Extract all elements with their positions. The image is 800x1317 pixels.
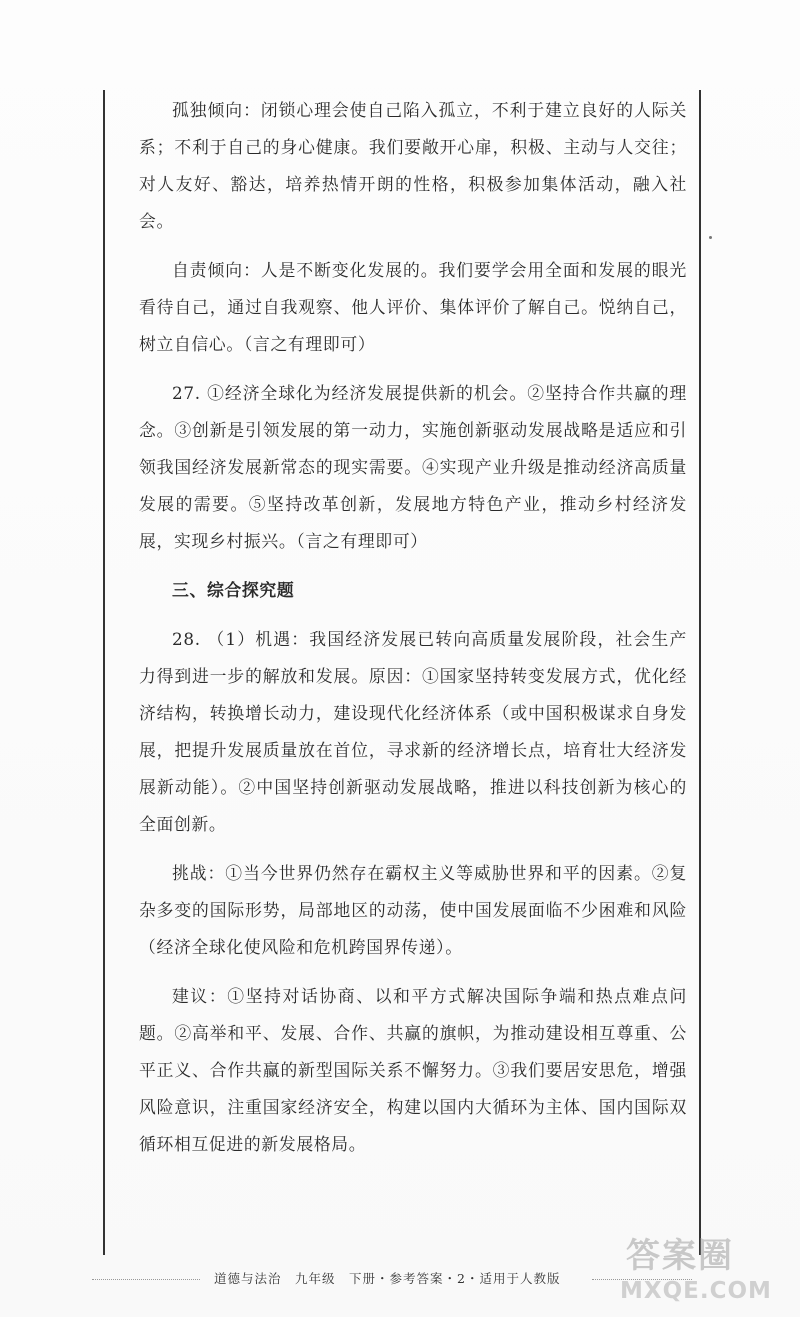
watermark-title: 答案圈: [626, 1236, 734, 1276]
watermark-logo: [608, 1228, 788, 1310]
paragraph-q27: 27. ①经济全球化为经济发展提供新的机会。②坚持合作共赢的理念。③创新是引领发展的第一动力，实施创新驱动发展战略是适应和引领我国经济发展新常态的现实需要。④实现产业升级是推动经济高质量发展的需要。⑤坚持改革创新，发展地方特色产业，推动乡村经济发展，实现乡村振兴。（言之有理即可）: [139, 383, 687, 551]
paragraph-loneliness: 孤独倾向：闭锁心理会使自己陷入孤立，不利于建立良好的人际关系；不利于自己的身心健康。我们要敞开心扉，积极、主动与人交往；对人友好、豁达，培养热情开朗的性格，积极参加集体活动，融入社会。: [139, 100, 687, 231]
paragraph-q28-opportunity: 28. （1）机遇：我国经济发展已转向高质量发展阶段，社会生产力得到进一步的解放和发展。原因：①国家坚持转变发展方式，优化经济结构，转换增长动力，建设现代化经济体系（或中国积极谋求自身发展，把提升发展质量放在首位，寻求新的经济增长点，培育壮大经济发展新动能）。②中国坚持创新驱动发展战略，推进以科技创新为核心的全面创新。: [139, 629, 687, 834]
watermark-url: MXQE.COM: [620, 1278, 772, 1304]
section-heading: 三、综合探究题: [172, 580, 295, 600]
right-margin-rule: [699, 90, 701, 1255]
scan-speck: [709, 236, 712, 239]
footer-dotted-line-left: [92, 1279, 200, 1280]
left-margin-rule: [103, 90, 105, 1255]
paragraph-self-blame: 自责倾向：人是不断变化发展的。我们要学会用全面和发展的眼光看待自己，通过自我观察、他人评价、集体评价了解自己。悦纳自己，树立自信心。（言之有理即可）: [139, 260, 687, 354]
answer-content: [139, 92, 687, 1163]
footer-text: 道德与法治 九年级 下册・参考答案・2・适用于人教版: [214, 1271, 561, 1286]
paragraph-q28-challenge: 挑战：①当今世界仍然存在霸权主义等威胁世界和平的因素。②复杂多变的国际形势，局部地区的动荡，使中国发展面临不少困难和风险（经济全球化使风险和危机跨国界传递）。: [139, 863, 687, 957]
paragraph-q28-suggestion: 建议：①坚持对话协商、以和平方式解决国际争端和热点难点问题。②高举和平、发展、合作、共赢的旗帜，为推动建设相互尊重、公平正义、合作共赢的新型国际关系不懈努力。③我们要居安思危，增强风险意识，注重国家经济安全，构建以国内大循环为主体、国内国际双循环相互促进的新发展格局。: [139, 986, 687, 1154]
